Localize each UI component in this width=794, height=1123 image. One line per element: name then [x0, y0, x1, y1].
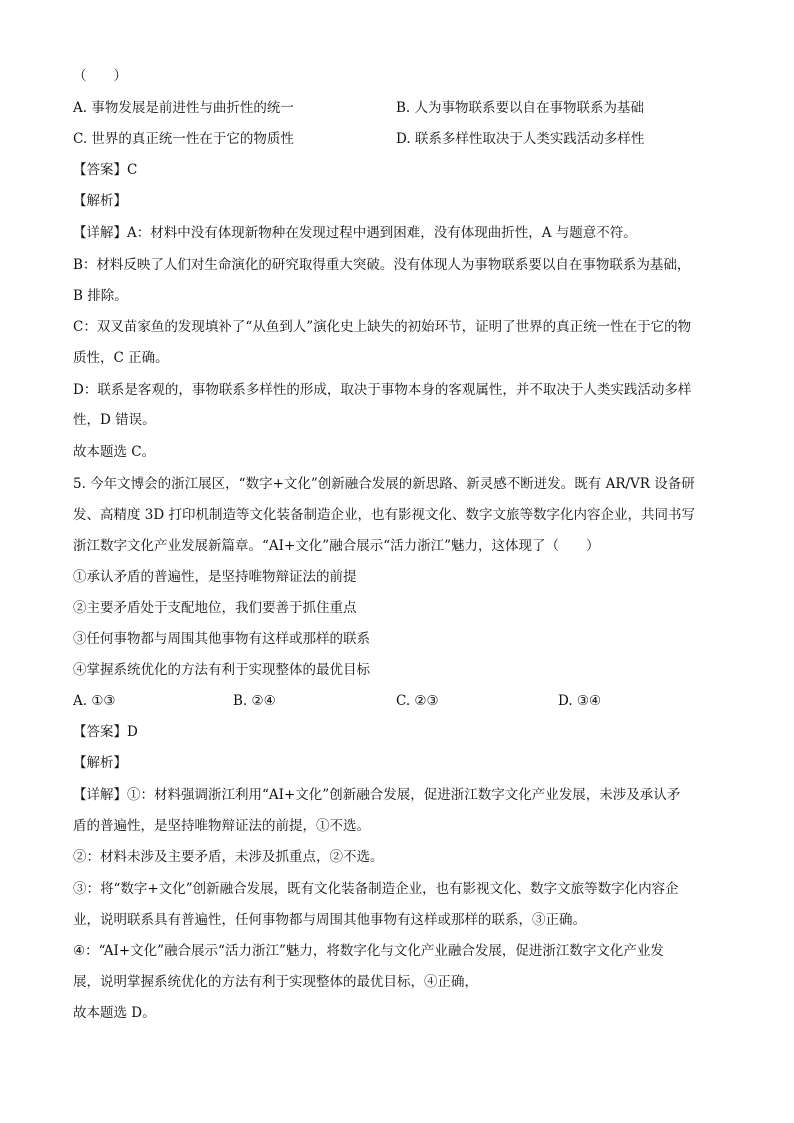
q5-item: ④掌握系统优化的方法有利于实现整体的最优目标: [73, 662, 370, 678]
q5-option-c: C. ②③: [396, 693, 439, 709]
q5-detail-line: 盾的普遍性，是坚持唯物辩证法的前提，①不选。: [73, 818, 370, 834]
q4-detail-line: 【详解】A：材料中没有体现新物种在发现过程中遇到困难，没有体现曲折性，A 与题意不符。: [73, 225, 637, 241]
q5-detail-line: ④：“AI+文化”融合展示“活力浙江”魅力，将数字化与文化产业融合发展，促进浙江数字文化产业发: [73, 943, 664, 959]
q5-analysis-label: 【解析】: [73, 755, 127, 771]
q5-detail-line: 故本题选 D。: [73, 1005, 156, 1021]
q5-stem-line: 浙江数字文化产业发展新篇章。“AI+文化”融合展示“活力浙江”魅力，这体现了（ ）: [73, 538, 600, 554]
q5-detail-line: 【详解】①：材料强调浙江利用“AI+文化”创新融合发展，促进浙江数字文化产业发展，未涉及承认矛: [73, 787, 681, 803]
q5-detail-line: ③：将“数字+文化”创新融合发展，既有文化装备制造企业，也有影视文化、数字文旅等数字化内容企: [73, 881, 679, 897]
q5-answer: 【答案】D: [73, 724, 138, 740]
q4-detail-line: B 排除。: [73, 288, 128, 304]
q4-detail-line: 故本题选 C。: [73, 444, 156, 460]
q5-item: ②主要矛盾处于支配地位，我们要善于抓住重点: [73, 600, 357, 616]
q4-detail-line: C：双叉苗家鱼的发现填补了“从鱼到人”演化史上缺失的初始环节，证明了世界的真正统一性在于它的物: [73, 319, 692, 335]
q5-item: ③任何事物都与周围其他事物有这样或那样的联系: [73, 631, 370, 647]
q4-option-a: A. 事物发展是前进性与曲折性的统一: [73, 100, 294, 116]
q5-item: ①承认矛盾的普遍性，是坚持唯物辩证法的前提: [73, 569, 357, 585]
q4-detail-line: B：材料反映了人们对生命演化的研究取得重大突破。没有体现人为事物联系要以自在事物联系为基础，: [73, 257, 691, 273]
q4-option-d: D. 联系多样性取决于人类实践活动多样性: [396, 131, 645, 147]
q4-detail-line: 质性，C 正确。: [73, 350, 169, 366]
q5-option-a: A. ①③: [73, 693, 116, 709]
q4-detail-line: 性，D 错误。: [73, 412, 156, 428]
q4-detail-line: D：联系是客观的，事物联系多样性的形成，取决于事物本身的客观属性，并不取决于人类实践活动多样: [73, 382, 692, 398]
q5-option-b: B. ②④: [233, 693, 276, 709]
q5-stem-line: 发、高精度 3D 打印机制造等文化装备制造企业，也有影视文化、数字文旅等数字化内容企业，共同书写: [73, 507, 695, 523]
q4-option-c: C. 世界的真正统一性在于它的物质性: [73, 131, 294, 147]
q4-answer: 【答案】C: [73, 162, 138, 178]
q4-analysis-label: 【解析】: [73, 193, 127, 209]
q4-stem-tail: （ ）: [73, 68, 127, 84]
q5-detail-line: ②：材料未涉及主要矛盾，未涉及抓重点，②不选。: [73, 849, 384, 865]
q5-option-d: D. ③④: [558, 693, 602, 709]
q5-detail-line: 展，说明掌握系统优化的方法有利于实现整体的最优目标，④正确，: [73, 974, 478, 990]
q5-detail-line: 业，说明联系具有普遍性，任何事物都与周围其他事物有这样或那样的联系，③正确。: [73, 912, 586, 928]
q5-stem-line: 5. 今年文博会的浙江展区，“数字+文化”创新融合发展的新思路、新灵感不断迸发。既有 AR/VR 设备研: [73, 476, 695, 492]
q4-option-b: B. 人为事物联系要以自在事物联系为基础: [396, 100, 645, 116]
